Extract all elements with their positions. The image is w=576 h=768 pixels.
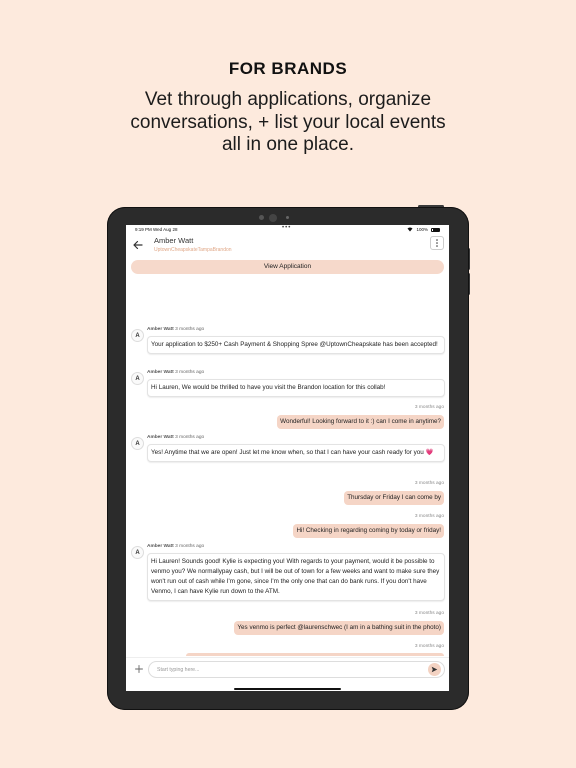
incoming-message: Your application to $250+ Cash Payment & Shopping Spree @UptownCheapskate has been accepted! xyxy=(147,336,445,354)
outgoing-message-partial xyxy=(186,653,444,656)
avatar: A xyxy=(131,437,144,450)
status-bar xyxy=(126,225,449,233)
wifi-icon xyxy=(407,227,413,232)
message-time: 3 months ago xyxy=(414,405,444,410)
message-time: 3 months ago xyxy=(175,370,205,375)
message-meta xyxy=(147,370,204,375)
message-time: 3 months ago xyxy=(175,327,205,332)
multitask-dots[interactable]: ••• xyxy=(282,225,292,231)
message-time: 3 months ago xyxy=(414,644,444,649)
incoming-message: Hi Lauren, We would be thrilled to have you visit the Brandon location for this collab! xyxy=(147,379,445,397)
send-button[interactable] xyxy=(428,663,441,676)
sender-name: Amber Watt xyxy=(147,370,174,375)
avatar: A xyxy=(131,372,144,385)
tablet-camera xyxy=(259,214,293,222)
promo-subheadline-line: Vet through applications, organize xyxy=(144,89,432,110)
promo-subheadline-line: all in one place. xyxy=(221,134,355,155)
contact-store[interactable]: UptownCheapskateTampaBrandon xyxy=(154,247,232,253)
status-right xyxy=(407,227,440,232)
incoming-message: Hi Lauren! Sounds good! Kylie is expecting you! With regards to your payment, would it be possible to venmo you? We normallypay cash, but I will be out of town for a few weeks and want to make sure they won't run out of cash while I'm gone, since I'm the only one that can do bank runs. If you don't have Venmo, I can have Kylie run down to the ATM. xyxy=(147,553,445,601)
sender-name: Amber Watt xyxy=(147,435,174,440)
promo-subheadline xyxy=(0,89,576,157)
outgoing-message: Thursday or Friday I can come by xyxy=(344,491,444,505)
status-time: 9:19 PM Wed Aug 28 xyxy=(135,227,178,232)
avatar: A xyxy=(131,329,144,342)
home-indicator[interactable] xyxy=(234,688,341,690)
message-time: 3 months ago xyxy=(175,435,205,440)
message-time: 3 months ago xyxy=(175,544,205,549)
incoming-message: Yes! Anytime that we are open! Just let me know when, so that I can have your cash ready for you 💗 xyxy=(147,444,445,462)
message-time: 3 months ago xyxy=(414,514,444,519)
message-meta xyxy=(147,435,204,440)
plus-icon[interactable] xyxy=(134,664,144,674)
message-meta xyxy=(147,544,204,549)
send-icon xyxy=(431,666,438,673)
message-composer xyxy=(126,657,449,691)
view-application-button[interactable]: View Application xyxy=(131,260,444,274)
outgoing-message: Wonderful! Looking forward to it :) can I come in anytime? xyxy=(277,415,444,429)
tablet-screen xyxy=(126,225,449,691)
more-vertical-icon xyxy=(435,239,439,247)
message-meta xyxy=(147,327,204,332)
battery-percent: 100% xyxy=(416,227,428,232)
back-arrow-icon[interactable] xyxy=(132,239,144,251)
message-time: 3 months ago xyxy=(414,481,444,486)
avatar: A xyxy=(131,546,144,559)
message-time: 3 months ago xyxy=(414,611,444,616)
sender-name: Amber Watt xyxy=(147,544,174,549)
outgoing-message: Hi! Checking in regarding coming by today or friday! xyxy=(293,524,444,538)
promo-subheadline-line: conversations, + list your local events xyxy=(130,111,446,133)
more-options-button[interactable] xyxy=(430,236,444,250)
outgoing-message: Yes venmo is perfect @laurenschwec (I am in a bathing suit in the photo) xyxy=(234,621,444,635)
message-input[interactable]: Start typing here... xyxy=(148,661,445,678)
promo-headline: FOR BRANDS xyxy=(228,59,348,78)
battery-icon xyxy=(431,228,440,232)
sender-name: Amber Watt xyxy=(147,327,174,332)
contact-name: Amber Watt xyxy=(154,236,194,245)
